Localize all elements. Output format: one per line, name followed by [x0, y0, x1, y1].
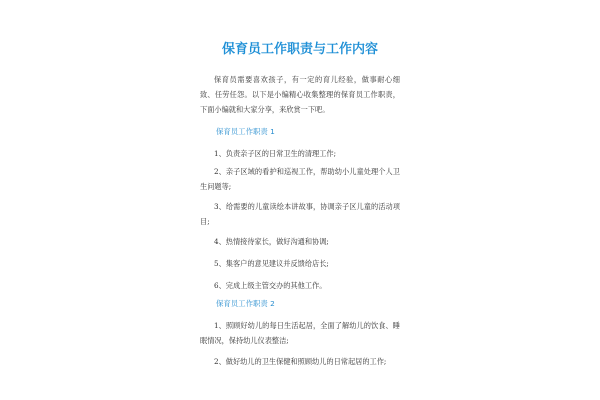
list-item: 5、集客户的意见建议并反馈给店长; — [214, 259, 329, 268]
list-item: 2、做好幼儿的卫生保健和照顾幼儿的日常起居的工作; — [214, 357, 387, 366]
list-item: 3、给需要的儿童读绘本讲故事，协调亲子区儿童的活动项目; — [200, 202, 400, 226]
document-title: 保育员工作职责与工作内容 — [221, 42, 378, 57]
section-heading-1: 保育员工作职责 1 — [216, 127, 275, 136]
list-item: 1、负责亲子区的日常卫生的清理工作; — [214, 149, 336, 158]
section-heading-2: 保育员工作职责 2 — [216, 299, 275, 308]
list-item: 6、完成上级主管交办的其他工作。 — [214, 281, 327, 290]
intro-paragraph: 保育员需要喜欢孩子，有一定的育儿经验，做事耐心细致、任劳任怨。以下是小编精心收集整理的保育员工作职责，下面小编就和大家分享，来欣赏一下吧。 — [200, 75, 400, 114]
list-item: 1、照顾好幼儿的每日生活起居，全面了解幼儿的饮食、睡眠情况，保持幼儿仪表整洁; — [200, 321, 400, 345]
list-item: 4、热情接待家长，做好沟通和协调; — [214, 237, 329, 246]
list-item: 2、亲子区域的看护和巡视工作，帮助幼小儿童处理个人卫生问题等; — [200, 167, 400, 191]
